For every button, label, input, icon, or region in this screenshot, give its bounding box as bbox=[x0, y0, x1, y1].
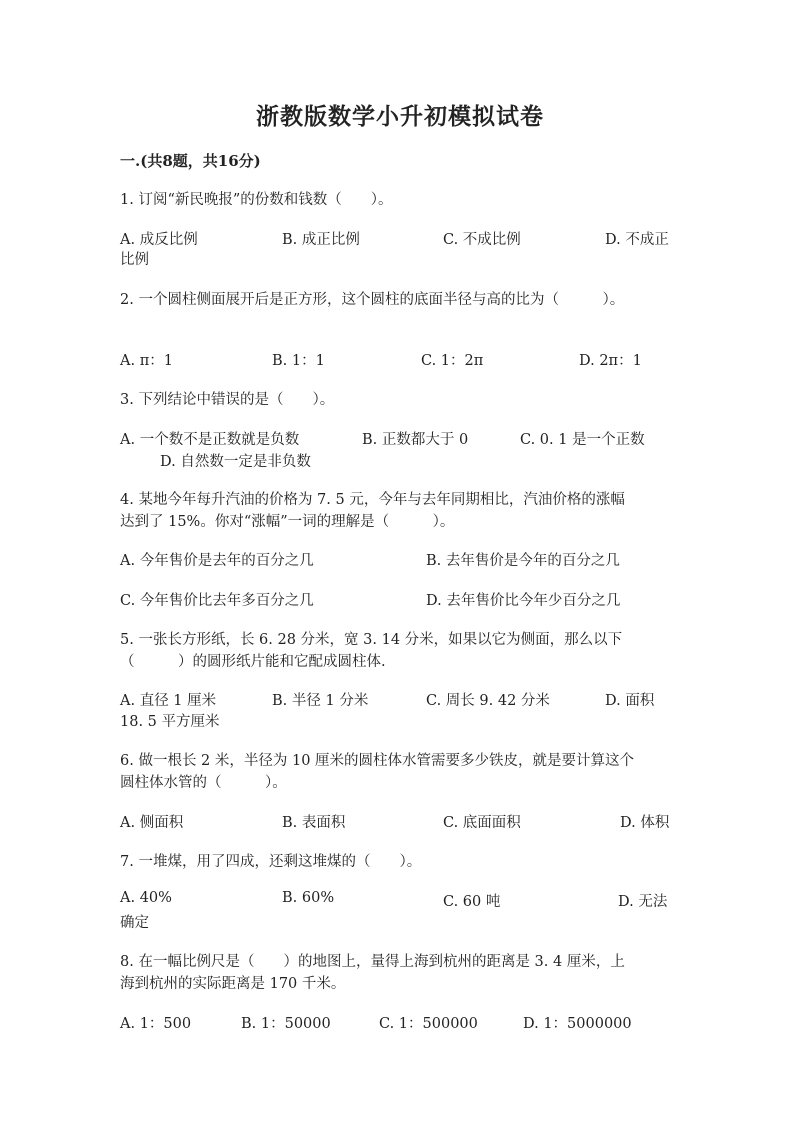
question-stem-cont: 达到了 15%。你对“涨幅”一词的理解是（ ）。 bbox=[120, 514, 455, 530]
option-d: D. 体积 bbox=[620, 815, 670, 831]
option-b: B. 正数都大于 0 bbox=[362, 432, 469, 448]
option-d: D. 去年售价比今年少百分之几 bbox=[426, 593, 621, 609]
question-stem: 6. 做一根长 2 米，半径为 10 厘米的圆柱体水管需要多少铁皮，就是要计算这个 bbox=[120, 753, 635, 769]
question-stem: 8. 在一幅比例尺是（ ）的地图上，量得上海到杭州的距离是 3. 4 厘米，上 bbox=[120, 954, 625, 970]
option-c: C. 1：2π bbox=[421, 353, 484, 369]
page-title: 浙教版数学小升初模拟试卷 bbox=[256, 103, 544, 130]
option-c: C. 周长 9. 42 分米 bbox=[426, 693, 550, 709]
option-a: A. 一个数不是正数就是负数 bbox=[120, 432, 300, 448]
question-stem: 7. 一堆煤，用了四成，还剩这堆煤的（ ）。 bbox=[120, 854, 422, 870]
question-stem-cont: 海到杭州的实际距离是 170 千米。 bbox=[120, 976, 346, 992]
option-a: A. 成反比例 bbox=[120, 232, 198, 248]
question-stem: 3. 下列结论中错误的是（ ）。 bbox=[120, 392, 335, 408]
option-a: A. 40% bbox=[120, 890, 172, 906]
option-b: B. 60% bbox=[282, 890, 335, 906]
question-stem: 2. 一个圆柱侧面展开后是正方形，这个圆柱的底面半径与高的比为（ ）。 bbox=[120, 292, 625, 308]
option-d: D. 不成正 bbox=[605, 232, 669, 248]
option-b: B. 半径 1 分米 bbox=[272, 693, 369, 709]
option-c: C. 今年售价比去年多百分之几 bbox=[120, 593, 314, 609]
option-a: A. 直径 1 厘米 bbox=[120, 693, 217, 709]
option-c: C. 不成比例 bbox=[443, 232, 521, 248]
option-wrap: 18. 5 平方厘米 bbox=[120, 714, 220, 730]
option-b: B. 成正比例 bbox=[282, 232, 360, 248]
option-c: C. 底面面积 bbox=[443, 815, 521, 831]
option-b: B. 去年售价是今年的百分之几 bbox=[426, 553, 620, 569]
option-d: D. 2π：1 bbox=[579, 353, 642, 369]
option-c: C. 0. 1 是一个正数 bbox=[520, 432, 645, 448]
question-stem-cont: （ ）的圆形纸片能和它配成圆柱体. bbox=[120, 654, 386, 670]
option-d: D. 自然数一定是非负数 bbox=[160, 454, 311, 470]
option-a: A. 1：500 bbox=[120, 1016, 192, 1032]
option-a: A. π：1 bbox=[120, 353, 173, 369]
question-stem: 4. 某地今年每升汽油的价格为 7. 5 元，今年与去年同期相比，汽油价格的涨幅 bbox=[120, 492, 625, 508]
option-c: C. 1：500000 bbox=[379, 1016, 478, 1032]
option-a: A. 今年售价是去年的百分之几 bbox=[120, 553, 314, 569]
option-c: C. 60 吨 bbox=[443, 894, 501, 910]
option-d: D. 面积 bbox=[605, 693, 655, 709]
section-heading: 一.(共8题，共16分) bbox=[120, 152, 261, 170]
option-wrap: 确定 bbox=[120, 915, 149, 931]
option-wrap: 比例 bbox=[120, 252, 149, 268]
option-d: D. 无法 bbox=[618, 894, 668, 910]
question-stem-cont: 圆柱体水管的（ ）。 bbox=[120, 775, 287, 791]
question-stem: 5. 一张长方形纸，长 6. 28 分米，宽 3. 14 分米，如果以它为侧面，那么以下 bbox=[120, 632, 623, 648]
option-a: A. 侧面积 bbox=[120, 815, 184, 831]
question-stem: 1. 订阅“新民晚报”的份数和钱数（ ）。 bbox=[120, 192, 393, 208]
option-b: B. 1：50000 bbox=[241, 1016, 331, 1032]
option-b: B. 表面积 bbox=[282, 815, 346, 831]
option-d: D. 1：5000000 bbox=[523, 1016, 632, 1032]
option-b: B. 1：1 bbox=[272, 353, 325, 369]
